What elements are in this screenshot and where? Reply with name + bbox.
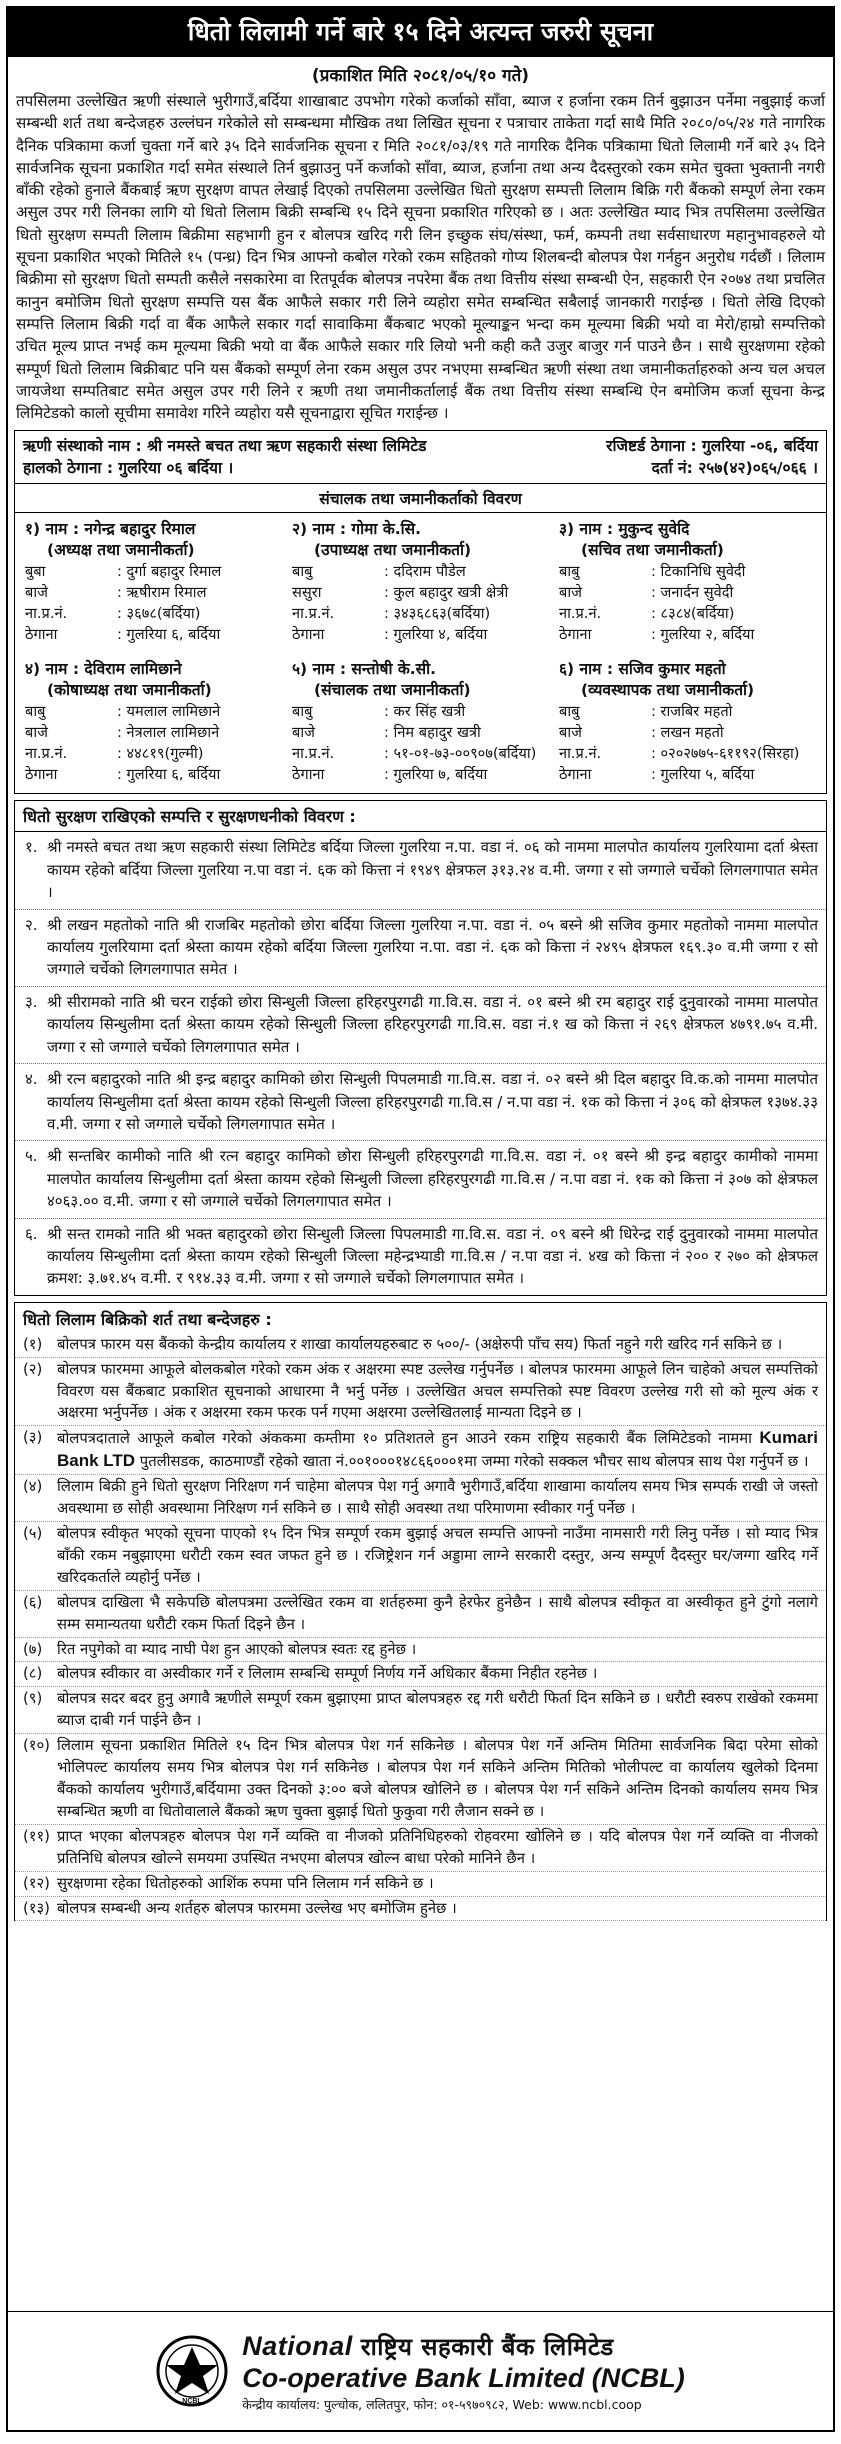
member-detail-row	[559, 743, 816, 764]
member-detail-label: बाबु	[559, 703, 580, 721]
member-detail-label: ना.प्र.नं.	[292, 745, 335, 763]
footer	[8, 2311, 833, 2430]
member-detail-row	[25, 624, 282, 645]
member-detail-value: : ३६७८(बर्दिया)	[117, 605, 201, 623]
member-detail-row	[559, 722, 816, 743]
member-role: (कोषाध्यक्ष तथा जमानीकर्ता)	[47, 681, 212, 700]
bank-name-nepali: राष्ट्रिय सहकारी बैंक लिमिटेड	[360, 2332, 614, 2361]
member-detail-value: : दुर्गा बहादुर रिमाल	[117, 563, 222, 581]
term-text: बोलपत्र स्वीकृत भएको सूचना पाएको १५ दिन भित्र सम्पूर्ण रकम बुझाई अचल सम्पत्ति आफ्नो नाउँमा नामसारी गरी लिनु पर्नेछ । सो म्याद भित्र बाँकी रकम नबुझाएमा धरौटी रकम स्वत जफत हुने छ । रजिष्ट्रेशन गर्न अड्डामा लाग्ने सरकारी दस्तुर, अन्य सम्पूर्ण दैदस्तुर घर/जग्गा खरिद गर्ने खरिदकर्ताले व्यहोर्नु पर्नेछ ।	[57, 1525, 818, 1586]
member-detail-value: : नेत्रलाल लामिछाने	[117, 724, 220, 742]
notice-page	[6, 6, 835, 2432]
term-item	[15, 1475, 826, 1522]
member-detail-value: : गुलरिया ६, बर्दिया	[117, 626, 221, 644]
term-number: (८)	[23, 1665, 43, 1683]
member-name: ३) नाम : मुकुन्द सुवेदि	[559, 520, 690, 539]
member-detail-label: ठेगाना	[559, 626, 592, 644]
term-body	[57, 1826, 818, 1870]
bank-name-line-1	[242, 2330, 685, 2363]
property-item	[15, 1219, 826, 1295]
member-detail-value: : ०२०२७७५-६११९२(सिरहा)	[651, 745, 800, 763]
term-number: (१०)	[23, 1737, 50, 1755]
member-detail-label: ना.प्र.नं.	[25, 745, 68, 763]
board-title: संचालक तथा जमानीकर्ताको विवरण	[15, 483, 826, 513]
term-text-after: पुतलीसडक, काठमाण्डौं रहेको खाता नं.००१०००१४८६६०००१मा जम्मा गरेको सक्कल भौचर साथ बोलपत्र साथ पेश गर्नुपर्ने छ ।	[139, 1453, 809, 1471]
member-detail-value: : कुल बहादुर खत्री क्षेत्री	[384, 584, 509, 602]
term-number: (५)	[23, 1525, 43, 1543]
term-text: प्राप्त भएका बोलपत्रहरु बोलपत्र पेश गर्ने व्यक्ति वा नीजको प्रतिनिधिहरुको रोहवरमा खोलिने छ । यदि बोलपत्र पेश गर्ने व्यक्ति वा नीजको प्रतिनिधि बोलपत्र खोल्ने समयमा उपस्थित नभएमा बोलपत्र खोल्न बाधा परेको मानिने छैन ।	[57, 1827, 818, 1867]
member-detail-label: बाबु	[292, 563, 313, 581]
property-number: ६.	[25, 1224, 38, 1243]
member-detail-label: ठेगाना	[25, 766, 58, 784]
member-card	[559, 659, 816, 785]
member-detail-row	[559, 624, 816, 645]
member-role: (अध्यक्ष तथा जमानीकर्ता)	[47, 541, 195, 560]
member-detail-label: ठेगाना	[292, 766, 325, 784]
member-detail-row	[559, 603, 816, 624]
term-number: (४)	[23, 1478, 43, 1496]
member-detail-label: बाजे	[559, 584, 582, 602]
member-detail-row	[559, 764, 816, 785]
term-number: (९)	[23, 1690, 43, 1708]
member-detail-row	[292, 561, 549, 582]
property-text: श्री नमस्ते बचत तथा ऋण सहकारी संस्था लिमिटेड बर्दिया जिल्ला गुलरिया न.पा. वडा नं. ०६ को नाममा मालपोत कार्यालय गुलरियामा दर्ता श्रेस्ता कायम रहेको बर्दिया जिल्ला गुलरिया न.पा वडा नं. ६क को कित्ता नं १९४९ क्षेत्रफल ३१३.२४ व.मी. जग्गा र सो जग्गाले चर्चेको लिगलगापात समेत ।	[47, 838, 818, 902]
term-number: (१३)	[23, 1899, 50, 1917]
term-item	[15, 1872, 826, 1897]
footer-text	[242, 2330, 685, 2413]
term-item	[15, 1662, 826, 1687]
term-text: बोलपत्र फारम यस बैंकको केन्द्रीय कार्यालय र शाखा कार्यालयहरुबाट रु ५००/- (अक्षेरुपी पाँच सय) फिर्ता नहुने गरी खरिद गर्न सकिने छ ।	[57, 1335, 783, 1353]
member-role: (उपाध्यक्ष तथा जमानीकर्ता)	[314, 541, 472, 560]
registration-number: दर्ता नं: २५७(४२)०६५/०६६ ।	[651, 459, 818, 478]
term-number: (३)	[23, 1429, 43, 1447]
term-body	[57, 1334, 782, 1356]
property-number: ४.	[25, 1070, 38, 1089]
member-role: (सचिव तथा जमानीकर्ता)	[581, 541, 724, 560]
member-detail-row	[292, 743, 549, 764]
term-text: लिलाम सूचना प्रकाशित मितिले १५ दिन भित्र बोलपत्र पेश गर्न सकिनेछ । बोलपत्र पेश गर्ने अन्तिम मितिमा सार्वजनिक बिदा परेमा सोको भोलिपल्ट कार्यालय समय भित्र बोलपत्र पेश गर्न सकिनेछ । बोलपत्र पेश गर्न सकिने अन्तिम मितिको भोलीपल्ट वा कार्यालय खुलेको दिनमा बैंकको कार्यालय भुरीगाउँ,बर्दियामा उक्त दिनको ३:०० बजे बोलपत्र खोलिने छ । बोलपत्र पेश गर्न सकिने अन्तिम दिनको कार्यालय समय भित्र सम्बन्धित ऋणी वा धितोवालाले बैंकको ऋण चुक्ता बुझाई धितो फुकुवा गरी लैजान सक्ने छ ।	[57, 1737, 818, 1820]
term-item	[15, 1591, 826, 1638]
property-text: श्री रत्न बहादुरको नाति श्री इन्द्र बहादुर कामिको छोरा सिन्धुली पिपलमाडी गा.वि.स. वडा नं. ०२ बस्ने श्री दिल बहादुर वि.क.को नाममा मालपोत कार्यालय सिन्धुलीमा दर्ता श्रेस्ता कायम रहेको सिन्धुली जिल्ला हरिहरपुरगढी गा.वि.स / न.पा वडा नं. १क को कित्ता नं ३०६ को क्षेत्रफल १३७४.३३ व.मी. जग्गा र सो जग्गाले चर्चेको लिगलगापात समेत ।	[47, 1070, 818, 1133]
term-item	[15, 1638, 826, 1663]
member-detail-value: : राजबिर महतो	[651, 703, 733, 721]
property-text: श्री सीरामको नाति श्री चरन राईको छोरा सिन्धुली जिल्ला हरिहरपुरगढी गा.वि.स. वडा नं. ०१ बस्ने श्री रम बहादुर राई दुनुवारको नाममा मालपोत कार्यालय सिन्धुलीमा दर्ता श्रेस्ता कायम रहेको सिन्धुली जिल्ला हरिहरपुरगढी गा.वि.स. वडा नं.१ ख को कित्ता नं २६९ क्षेत्रफल ४७९१.७५ व.मी. जग्गा र सो जग्गाले चर्चेको लिगलगापात समेत ।	[47, 992, 818, 1056]
member-detail-label: बाजे	[292, 724, 315, 742]
term-text: लिलाम बिक्री हुने धितो सुरक्षण निरिक्षण गर्न चाहेमा बोलपत्र पेश गर्नु अगावै भुरीगाउँ,बर्दिया शाखामा कार्यालय समय भित्र सम्पर्क राखी जे जस्तो अवस्थामा छ सोही अवस्थामा निरिक्षण गर्न सकिने छ । साथै सोही अवस्था तथा परिमाणमा स्वीकार गर्नु पर्नेछ ।	[57, 1478, 818, 1518]
property-number: २.	[25, 915, 38, 934]
organization-line	[15, 431, 826, 483]
term-number: (१२)	[23, 1874, 50, 1892]
term-text: रित नपुगेको वा म्याद नाघी पेश हुन आएको बोलपत्र स्वतः रद्द हुनेछ ।	[57, 1640, 417, 1658]
term-item	[15, 1687, 826, 1734]
term-text: बोलपत्र सम्बन्धी अन्य शर्तहरु बोलपत्र फारममा उल्लेख भए बमोजिम हुनेछ ।	[57, 1899, 457, 1917]
member-detail-value: : यमलाल लामिछाने	[117, 703, 221, 721]
terms-title: धितो लिलाम बिक्रिको शर्त तथा बन्देजहरु :	[23, 1309, 272, 1329]
member-detail-value: : कर सिंह खत्री	[384, 703, 466, 721]
properties-title: धितो सुरक्षण राखिएको सम्पत्ति र सुरक्षणधनीको विवरण :	[15, 801, 826, 832]
properties-list	[15, 832, 826, 1294]
term-body	[57, 1476, 818, 1520]
term-item	[15, 1522, 826, 1591]
member-detail-row	[292, 764, 549, 785]
property-item	[15, 910, 826, 987]
property-number: ५.	[25, 1147, 38, 1166]
member-detail-label: ठेगाना	[292, 626, 325, 644]
member-name: ४) नाम : देविराम लामिछाने	[25, 660, 182, 679]
member-detail-row	[292, 603, 549, 624]
term-body	[57, 1427, 818, 1473]
term-body	[57, 1688, 818, 1732]
term-number: (६)	[23, 1593, 43, 1611]
term-body	[57, 1639, 416, 1661]
member-detail-label: ना.प्र.नं.	[559, 745, 602, 763]
member-detail-value: : ८३८४(बर्दिया)	[651, 605, 735, 623]
term-item	[15, 1358, 826, 1427]
members-grid	[15, 513, 826, 793]
property-item	[15, 1141, 826, 1218]
terms-list	[15, 1333, 826, 1922]
terms-box	[14, 1302, 827, 1922]
member-detail-row	[292, 624, 549, 645]
bank-name-national: National	[242, 2330, 353, 2361]
member-detail-row	[25, 764, 282, 785]
member-detail-label: ना.प्र.नं.	[25, 605, 68, 623]
term-text: बोलपत्र स्वीकार वा अस्वीकार गर्ने र लिलाम सम्बन्धि सम्पूर्ण निर्णय गर्ने अधिकार बैंकमा निहीत रहनेछ ।	[57, 1665, 598, 1683]
deposit-bank-name: Kumari Bank LTD	[57, 1428, 818, 1471]
property-text: श्री लखन महतोको नाति श्री राजबिर महतोको छोरा बर्दिया जिल्ला गुलरिया न.पा. वडा नं. ०५ बस्ने श्री सजिव कुमार महतोको नाममा मालपोत कार्यालय गुलरियामा दर्ता श्रेस्ता कायम रहेको बर्दिया जिल्ला गुलरिया न.पा. वडा नं. ६क को कित्ता नं २४९५ क्षेत्रफल १६९.३० व.मी जग्गा र सो जग्गाले चर्चेको लिगलगापात समेत ।	[47, 915, 818, 979]
member-card	[292, 659, 549, 785]
member-detail-label: बाजे	[559, 724, 582, 742]
member-card	[25, 659, 282, 785]
member-detail-row	[25, 722, 282, 743]
term-number: (७)	[23, 1640, 43, 1658]
member-name: २) नाम : गोमा के.सि.	[292, 520, 422, 539]
term-text: बोलपत्र दाखिला भै सकेपछि बोलपत्रमा उल्लेखित रकम वा शर्तहरुमा कुनै हेरफेर हुनेछैन । साथै बोलपत्र स्वीकृत वा अस्वीकृत हुने टुंगो नलागे सम्म समान्यतया धरौटी रकम फिर्ता दिइने छैन ।	[57, 1593, 818, 1633]
term-text: बोलपत्र सदर बदर हुनु अगावै ऋणीले सम्पूर्ण रकम बुझाएमा प्राप्त बोलपत्रहरु रद्द गरी धरौटी फिर्ता दिन सकिने छ । धरौटी स्वरुप राखेको रकममा ब्याज दाबी गर्न पाईने छैन ।	[57, 1690, 818, 1730]
member-detail-row	[25, 701, 282, 722]
term-item	[15, 1426, 826, 1475]
intro-paragraph: तपसिलमा उल्लेखित ऋणी संस्थाले भुरीगाउँ,बर्दिया शाखाबाट उपभोग गरेको कर्जाको साँवा, ब्याज र हर्जाना रकम तिर्न बुझाउन पर्नेमा नबुझाई कर्जा सम्बन्धी शर्त तथा बन्देजहरु उल्लंघन गरेकोले सो सम्बन्धमा मौखिक तथा लिखित सूचना र पत्राचार ताकेता गर्दा साथै मिति २०८०/०५/२४ गते नागरिक दैनिक पत्रिकामा कर्जा चुक्ता गर्ने बारे ३५ दिने सार्वजनिक सूचना र मिति २०८१/०३/१९ गते नागरिक दैनिक पत्रिकामा धितो लिलामी गर्ने बारे ३५ दिने सार्वजनिक सूचना प्रकाशित गर्दा समेत संस्थाले तिर्न बुझाउनु पर्ने कर्जाको साँवा, ब्याज, हर्जाना तथा अन्य दैदस्तुरको रकम समेत चुक्ता भुक्तानी नगरी बाँकी रहेको हुनाले बैंकबाई ऋण सुरक्षण वापत लेखाई दिएको तपसिलमा उल्लेखित धितो सुरक्षण सम्पत्ती लिलाम बिक्रि गरी बैंकको सम्पूर्ण लेना रकम असुल उपर गरी लिनका लागि यो धितो लिलाम बिक्री सम्बन्धि १५ दिने सूचना प्रकाशित गरिएको छ । अतः उल्लेखित म्याद भित्र तपसिलमा उल्लेखित धितो सुरक्षण सम्पती लिलाम बिक्रीमा सहभागी हुन र बोलपत्र खरिद गरी लिन इच्छुक संघ/संस्था, फर्म, कम्पनी तथा सर्वसाधारण महानुभावहरुले यो सूचना प्रकाशित भएको मितिले १५ (पन्ध्र) दिन भित्र आफ्नो कबोल गरेको रकम सहितको गोप्य शिलबन्दी बोलपत्र पेश गर्नहुन अनुरोध गर्दछौं । लिलाम बिक्रीमा सो सुरक्षण धितो सम्पती कसैले नसकारेमा वा रितपूर्वक बोलपत्र नपरेमा बैंक तथा वित्तीय संस्था सम्बन्धी ऐन, सहकारी ऐन २०७४ तथा प्रचलित कानुन बमोजिम धितो सुरक्षण सम्पत्ति यस बैंक आफैले सकार गरी लिने व्यहोरा समेत सम्बन्धित सबैलाई जानकारी गराईन्छ । धितो लेखि दिएको सम्पत्ति लिलाम बिक्री गर्दा वा बैंक आफैले सकार गर्दा सावाकिमा बैंकबाट भएको मूल्याङ्कन भन्दा कम मूल्यमा बिक्री भयो वा मेरो/हाम्रो सम्पत्तिको उचित मूल्य प्राप्त नभई कम मूल्यमा बिक्री भयो वा बैंक आफैले सकार गरि लियो भनी कही कतै उजुर बाजुर गर्न पाउने छैन । साथै सुरक्षणमा रहेको सम्पूर्ण धितो लिलाम बिक्रीबाट पनि यस बैंकको सम्पूर्ण लेना रकम असुल उपर नभएमा सम्बन्धित ऋणी संस्था तथा जमानीकर्ताहरुको अन्य चल अचल जायजेथा सम्पतिबाट समेत असुल उपर गरी लिने र ऋणी तथा जमानीकर्तालाई बैंक तथा वित्तीय संस्था सम्बन्धि ऐन बमोजिम कर्जा सूचना केन्द्र लिमिटेडको कालो सूचीमा समावेश गरिने व्यहोरा यसै सूचनाद्वारा सूचित गराईन्छ ।	[16, 92, 825, 423]
term-text: बोलपत्रदाताले आफूले कबोल गरेको अंककमा कम्तीमा १० प्रतिशतले हुन आउने रकम राष्ट्रिय सहकारी बैंक लिमिटेडको नाममा	[57, 1430, 752, 1448]
member-detail-value: : गुलरिया ५, बर्दिया	[651, 766, 755, 784]
properties-box	[14, 800, 827, 1295]
member-detail-label: बाजे	[25, 584, 48, 602]
member-card	[559, 519, 816, 645]
term-item	[15, 1333, 826, 1358]
term-text: सुरक्षणमा रहेका धितोहरुको आशिंक रुपमा पनि लिलाम गर्न सकिने छ ।	[57, 1874, 434, 1892]
member-detail-value: : गुलरिया ४, बर्दिया	[384, 626, 488, 644]
member-name: १) नाम : नगेन्द्र बहादुर रिमाल	[25, 520, 196, 539]
term-item	[15, 1734, 826, 1825]
property-item	[15, 832, 826, 909]
registered-address: रजिष्टर्ड ठेगाना : गुलरिया -०६, बर्दिया	[606, 437, 818, 456]
term-body	[57, 1359, 818, 1425]
member-card	[25, 519, 282, 645]
term-text: बोलपत्र फारममा आफूले बोलकबोल गरेको रकम अंक र अक्षरमा स्पष्ट उल्लेख गर्नुपर्नेछ । बोलपत्र फारममा आफूले लिन चाहेको अचल सम्पत्तिको विवरण यस बैंकबाट प्रकाशित सूचनाको आधारमा नै भर्नु पर्नेछ । उल्लेखित अचल सम्पत्तिको स्पष्ट विवरण उल्लेख गरी सो को मूल्य अंक र अक्षरमा भर्नुपर्नेछ । अंक र अक्षरमा रकम फरक पर्न गएमा अक्षरमा उल्लेखितलाई मान्यता दिइने छ ।	[57, 1360, 818, 1422]
member-detail-label: बाजे	[25, 724, 48, 742]
member-detail-row	[559, 701, 816, 722]
member-detail-label: ठेगाना	[559, 766, 592, 784]
property-text: श्री सन्तबिर कामीको नाति श्री रत्न बहादुर कामिको छोरा सिन्धुली हरिहरपुरगढी गा.वि.स. वडा नं. ०१ बस्ने श्री इन्द्र बहादुर कामीको नाममा मालपोत कार्यालय सिन्धुलीमा दर्ता श्रेस्ता कायम रहेको सिन्धुली जिल्ला हरिहरपुरगढी गा.वि.स / न.पा वडा नं. १क को कित्ता नं ३०७ को क्षेत्रफल ४०६३.०० व.मी. जग्गा र सो जग्गाले चर्चेको लिगलगापात समेत ।	[47, 1147, 818, 1211]
member-card	[292, 519, 549, 645]
member-detail-row	[25, 561, 282, 582]
notice-title: धितो लिलामी गर्ने बारे १५ दिने अत्यन्त जरुरी सूचना	[8, 8, 833, 57]
member-detail-label: ना.प्र.नं.	[559, 605, 602, 623]
member-detail-value: : ३४३६८६३(बर्दिया)	[384, 605, 491, 623]
member-detail-row	[25, 603, 282, 624]
term-body	[57, 1663, 597, 1685]
member-name: ६) नाम : सजिव कुमार महतो	[559, 660, 726, 679]
property-number: १.	[25, 838, 38, 857]
member-detail-value: : टिकानिधि सुवेदी	[651, 563, 746, 581]
member-detail-value: : ४४८१९(गुल्मी)	[117, 745, 204, 763]
borrower-box	[14, 430, 827, 794]
property-text: श्री सन्त रामको नाति श्री भक्त बहादुरको छोरा सिन्धुली जिल्ला पिपलमाडी गा.वि.स. वडा नं. ०९ बस्ने श्री धिरेन्द्र राई दुनुवारको नाममा मालपोत कार्यालय सिन्धुलीमा दर्ता श्रेस्ता कायम रहेको सिन्धुली जिल्ला महेन्द्रभ्याडी गा.वि.स / न.पा वडा नं. ४ख को कित्ता नं २०० र २७० को क्षेत्रफल क्रमश: ३.७१.४५ व.मी. र ९१४.३३ व.मी. जग्गा र सो जग्गाले चर्चेको लिगलगापात समेत ।	[47, 1224, 818, 1288]
member-detail-label: बाबु	[559, 563, 580, 581]
member-detail-value: : गुलरिया २, बर्दिया	[651, 626, 755, 644]
term-body	[57, 1873, 434, 1895]
member-detail-label: ना.प्र.नं.	[292, 605, 335, 623]
current-address: हालको ठेगाना : गुलरिया ०६ बर्दिया ।	[23, 459, 234, 478]
member-detail-row	[559, 561, 816, 582]
publication-date: (प्रकाशित मिति २०८१/०५/१० गते)	[311, 66, 530, 86]
bank-contact: केन्द्रीय कार्यालय: पुल्चोक, ललितपुर, फोन: ०१-५९७०९८२, Web: www.ncbl.coop	[242, 2396, 642, 2412]
organization-name: ऋणी संस्थाको नाम : श्री नमस्ते बचत तथा ऋण सहकारी संस्था लिमिटेड	[23, 437, 427, 456]
term-item	[15, 1825, 826, 1872]
member-name: ५) नाम : सन्तोषी के.सी.	[292, 660, 437, 679]
term-body	[57, 1523, 818, 1589]
property-item	[15, 1064, 826, 1141]
term-number: (११)	[23, 1827, 50, 1845]
member-detail-value: : निम बहादुर खत्री	[384, 724, 481, 742]
member-detail-value: : ५१-०१-७३-००९०७(बर्दिया)	[384, 745, 537, 763]
term-number: (१)	[23, 1335, 43, 1353]
member-role: (व्यवस्थापक तथा जमानीकर्ता)	[581, 681, 755, 700]
member-detail-row	[559, 582, 816, 603]
term-body	[57, 1592, 818, 1636]
term-body	[57, 1898, 457, 1920]
bank-logo-icon	[156, 2335, 228, 2407]
member-detail-row	[292, 582, 549, 603]
member-detail-row	[25, 743, 282, 764]
member-detail-row	[25, 582, 282, 603]
member-detail-value: : जनार्दन सुवेदी	[651, 584, 734, 602]
property-number: ३.	[25, 992, 38, 1011]
term-item	[15, 1897, 826, 1922]
term-number: (२)	[23, 1360, 43, 1378]
member-role: (संचालक तथा जमानीकर्ता)	[314, 681, 471, 700]
term-body	[57, 1735, 818, 1823]
bank-name-line-2: Co-operative Bank Limited (NCBL)	[242, 2362, 685, 2393]
member-detail-label: बाबु	[292, 703, 313, 721]
logo-text: NCBL	[182, 2398, 202, 2405]
member-detail-value: : लखन महतो	[651, 724, 724, 742]
member-detail-label: ठेगाना	[25, 626, 58, 644]
member-detail-row	[292, 722, 549, 743]
member-detail-label: बुबा	[25, 563, 46, 581]
member-detail-label: बाबु	[25, 703, 46, 721]
member-detail-value: : गुलरिया ७, बर्दिया	[384, 766, 488, 784]
member-detail-label: ससुरा	[292, 584, 322, 602]
member-detail-value: : गुलरिया ६, बर्दिया	[117, 766, 221, 784]
member-detail-value: : ऋषीराम रिमाल	[117, 584, 207, 602]
member-detail-row	[292, 701, 549, 722]
member-detail-value: : ददिराम पौडेल	[384, 563, 466, 581]
property-item	[15, 987, 826, 1064]
